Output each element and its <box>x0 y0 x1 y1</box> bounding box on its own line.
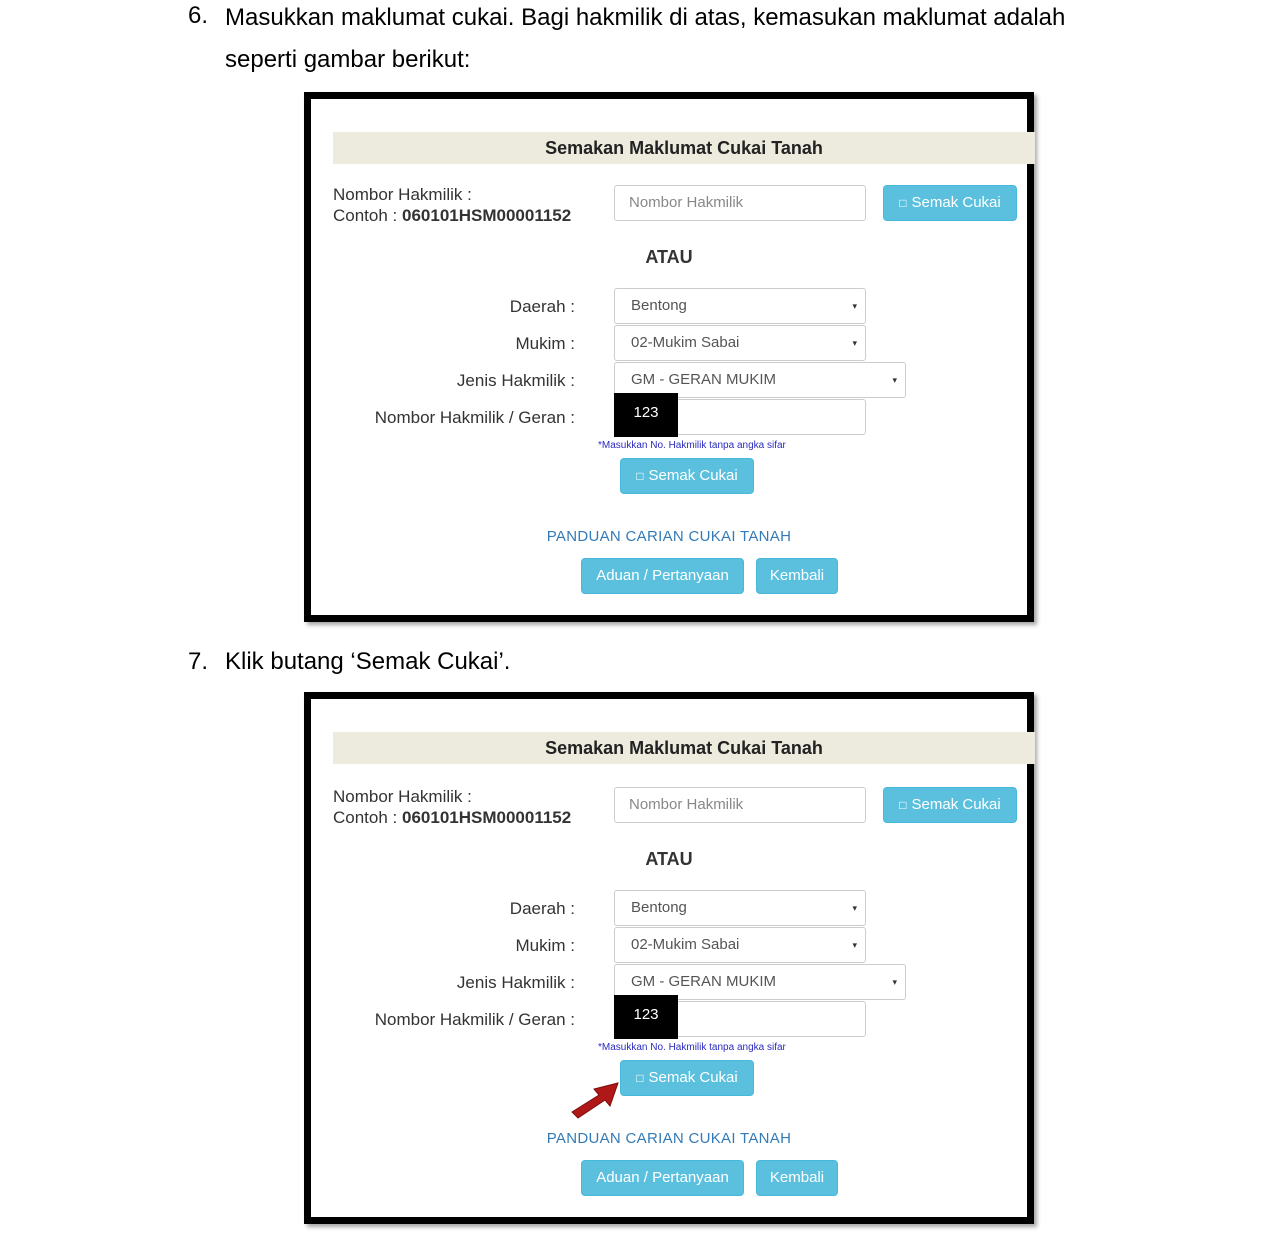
semak-cukai-top-label: Semak Cukai <box>911 194 1001 211</box>
mukim-value: 02-Mukim Sabai <box>631 936 740 953</box>
nombor-geran-label: Nombor Hakmilik / Geran : <box>374 1010 575 1029</box>
nombor-geran-value: 123 <box>614 995 678 1039</box>
mukim-select[interactable] <box>614 325 866 361</box>
jenis-hakmilik-label: Jenis Hakmilik : <box>456 371 575 390</box>
search-icon: □ <box>636 469 644 483</box>
step-7-text: Klik butang ‘Semak Cukai’. <box>225 648 511 675</box>
form-screenshot-step-7 <box>304 692 1034 1224</box>
hakmilik-search-input[interactable]: Nombor Hakmilik <box>614 787 866 823</box>
form-screenshot-step-6 <box>304 92 1034 622</box>
step-6-number: 6. <box>188 2 209 29</box>
atau-separator: ATAU <box>645 849 693 869</box>
hakmilik-label: Nombor Hakmilik : <box>333 185 472 204</box>
daerah-label: Daerah : <box>509 297 575 316</box>
atau-separator: ATAU <box>645 247 693 267</box>
jenis-hakmilik-label: Jenis Hakmilik : <box>456 973 575 992</box>
daerah-label: Daerah : <box>509 899 575 918</box>
example-prefix: Contoh : <box>333 808 402 827</box>
mukim-label: Mukim : <box>515 936 575 955</box>
daerah-select[interactable] <box>614 890 866 926</box>
semak-cukai-top-button[interactable] <box>883 185 1017 221</box>
daerah-select[interactable] <box>614 288 866 324</box>
aduan-button[interactable]: Aduan / Pertanyaan <box>581 558 744 594</box>
step-6-line-2: seperti gambar berikut: <box>225 46 471 73</box>
form-title: Semakan Maklumat Cukai Tanah <box>333 732 1035 764</box>
nombor-geran-value: 123 <box>614 393 678 437</box>
panduan-link[interactable]: PANDUAN CARIAN CUKAI TANAH <box>546 1130 792 1147</box>
chevron-down-icon: ▾ <box>852 338 857 348</box>
example-line <box>333 206 571 226</box>
aduan-button[interactable]: Aduan / Pertanyaan <box>581 1160 744 1196</box>
hakmilik-label: Nombor Hakmilik : <box>333 787 472 806</box>
step-6-line-1: Masukkan maklumat cukai. Bagi hakmilik di atas, kemasukan maklumat adalah <box>225 4 1066 31</box>
daerah-value: Bentong <box>631 297 687 314</box>
step-7-number: 7. <box>188 648 209 675</box>
hakmilik-search-input[interactable]: Nombor Hakmilik <box>614 185 866 221</box>
form-title: Semakan Maklumat Cukai Tanah <box>333 132 1035 164</box>
panduan-link[interactable]: PANDUAN CARIAN CUKAI TANAH <box>546 528 792 545</box>
mukim-select[interactable] <box>614 927 866 963</box>
red-arrow-icon <box>569 1080 621 1120</box>
hint-text: *Masukkan No. Hakmilik tanpa angka sifar <box>598 440 786 451</box>
search-icon: □ <box>899 196 907 210</box>
mukim-label: Mukim : <box>515 334 575 353</box>
semak-cukai-label: Semak Cukai <box>648 1069 738 1086</box>
mukim-value: 02-Mukim Sabai <box>631 334 740 351</box>
example-value: 060101HSM00001152 <box>402 808 572 827</box>
semak-cukai-button[interactable] <box>620 1060 754 1096</box>
semak-cukai-button[interactable] <box>620 458 754 494</box>
hint-text: *Masukkan No. Hakmilik tanpa angka sifar <box>598 1042 786 1053</box>
chevron-down-icon: ▾ <box>852 940 857 950</box>
semak-cukai-top-button[interactable] <box>883 787 1017 823</box>
chevron-down-icon: ▾ <box>892 977 897 987</box>
semak-cukai-top-label: Semak Cukai <box>911 796 1001 813</box>
search-icon: □ <box>899 798 907 812</box>
kembali-button[interactable]: Kembali <box>756 558 838 594</box>
chevron-down-icon: ▾ <box>852 301 857 311</box>
example-value: 060101HSM00001152 <box>402 206 572 225</box>
kembali-button[interactable]: Kembali <box>756 1160 838 1196</box>
jenis-hakmilik-value: GM - GERAN MUKIM <box>631 973 776 990</box>
chevron-down-icon: ▾ <box>852 903 857 913</box>
search-icon: □ <box>636 1071 644 1085</box>
nombor-geran-label: Nombor Hakmilik / Geran : <box>374 408 575 427</box>
example-prefix: Contoh : <box>333 206 402 225</box>
example-line <box>333 808 571 828</box>
jenis-hakmilik-value: GM - GERAN MUKIM <box>631 371 776 388</box>
daerah-value: Bentong <box>631 899 687 916</box>
chevron-down-icon: ▾ <box>892 375 897 385</box>
semak-cukai-label: Semak Cukai <box>648 467 738 484</box>
